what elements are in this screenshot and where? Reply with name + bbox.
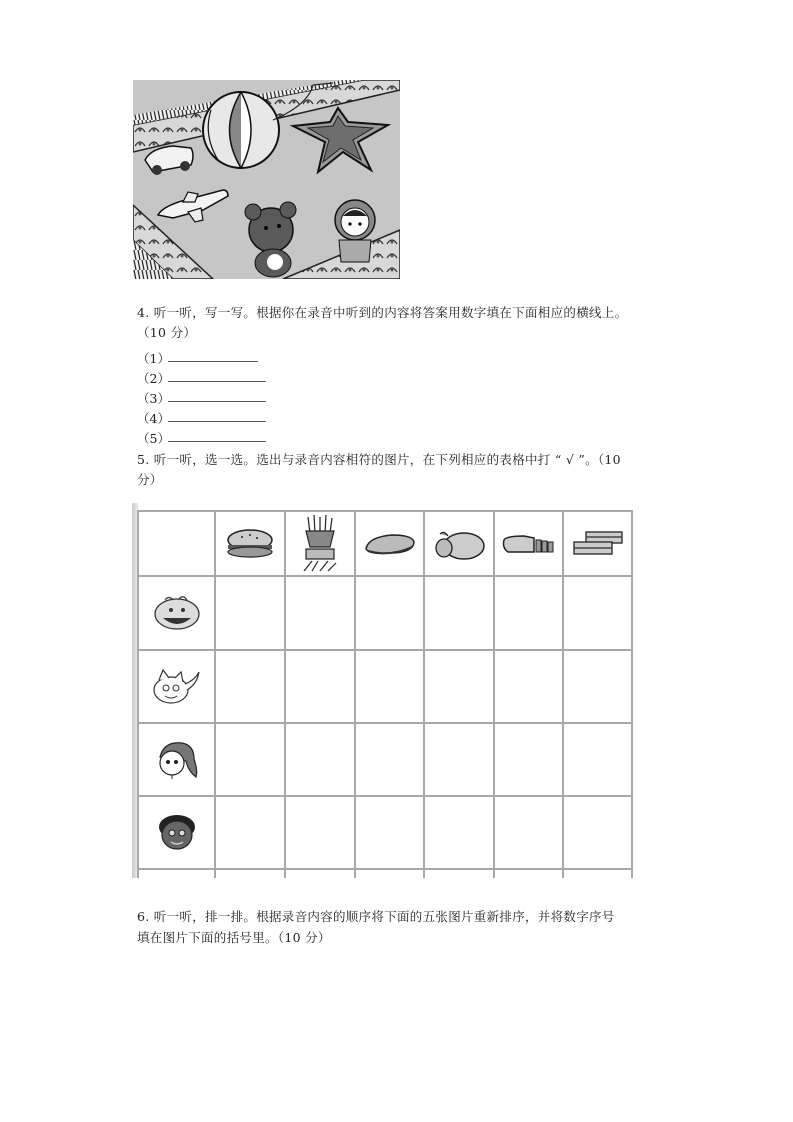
answer-cell[interactable] [216,651,284,722]
answer-line[interactable] [168,441,266,442]
answer-cell[interactable] [356,724,423,795]
q4-blank-5 [137,428,170,444]
q5-points: 分） [137,472,163,487]
blank-label: （3） [137,391,170,406]
answer-cell[interactable] [216,797,284,868]
sandwiches-icon [570,529,626,559]
grid-line [137,868,633,870]
blank-label: （2） [137,371,170,386]
answer-cell[interactable] [425,577,493,649]
answer-cell[interactable] [216,724,284,795]
header-french-fries [286,512,354,575]
header-sandwich-roll [356,512,423,575]
blank-label: （5） [137,431,170,446]
row-boy [139,797,214,868]
q4-blank-2 [137,368,170,384]
answer-cell[interactable] [286,724,354,795]
answer-cell[interactable] [495,651,562,722]
answer-cell[interactable] [564,797,631,868]
answer-cell[interactable] [286,577,354,649]
blank-label: （1） [137,351,170,366]
grid-line [631,510,633,878]
answer-line[interactable] [168,401,266,402]
answer-cell[interactable] [356,651,423,722]
q4-instruction: 4. 听一听，写一写。根据你在录音中听到的内容将答案用数字填在下面相应的横线上。 [137,305,628,320]
beach-ball-icon [203,92,279,168]
answer-cell[interactable] [356,797,423,868]
answer-cell[interactable] [356,577,423,649]
q4-blank-3 [137,388,170,404]
header-bread-loaf [495,512,562,575]
q4-blank-4 [137,408,170,424]
q5-instruction: 5. 听一听，选一选。选出与录音内容相符的图片，在下列相应的表格中打 “ √ ”。（10 [137,452,621,467]
answer-cell[interactable] [425,797,493,868]
q6-instruction: 6. 听一听，排一排。根据录音内容的顺序将下面的五张图片重新排序，并将数字序号 [137,909,615,924]
answer-cell[interactable] [564,724,631,795]
header-roast-chicken [425,512,493,575]
header-hamburger [216,512,284,575]
blank-label: （4） [137,411,170,426]
french-fries-icon [298,515,342,573]
cat-face-icon [151,668,203,706]
boy-face-icon [157,813,197,853]
hamburger-icon [224,529,276,559]
row-hamster [139,577,214,649]
doll-icon [335,200,375,262]
row-girl [139,724,214,795]
answer-cell[interactable] [286,651,354,722]
hamster-face-icon [153,594,201,632]
toy-picture [133,80,400,279]
sandwich-roll-icon [362,531,418,557]
answer-cell[interactable] [286,797,354,868]
answer-cell[interactable] [216,577,284,649]
row-cat [139,651,214,722]
answer-cell[interactable] [425,651,493,722]
answer-cell[interactable] [495,724,562,795]
header-sandwiches [564,512,631,575]
answer-line[interactable] [168,421,266,422]
q6-instruction-cont: 填在图片下面的括号里。（10 分） [137,930,331,945]
food-selection-table [132,503,636,878]
bread-loaf-icon [500,532,558,556]
answer-line[interactable] [168,381,266,382]
answer-cell[interactable] [425,724,493,795]
girl-face-icon [154,739,200,781]
q4-points: （10 分） [137,325,197,340]
answer-cell[interactable] [564,577,631,649]
q4-blank-1 [137,348,170,364]
answer-cell[interactable] [495,577,562,649]
answer-cell[interactable] [564,651,631,722]
answer-cell[interactable] [495,797,562,868]
roast-chicken-icon [432,526,486,562]
answer-line[interactable] [168,361,258,362]
